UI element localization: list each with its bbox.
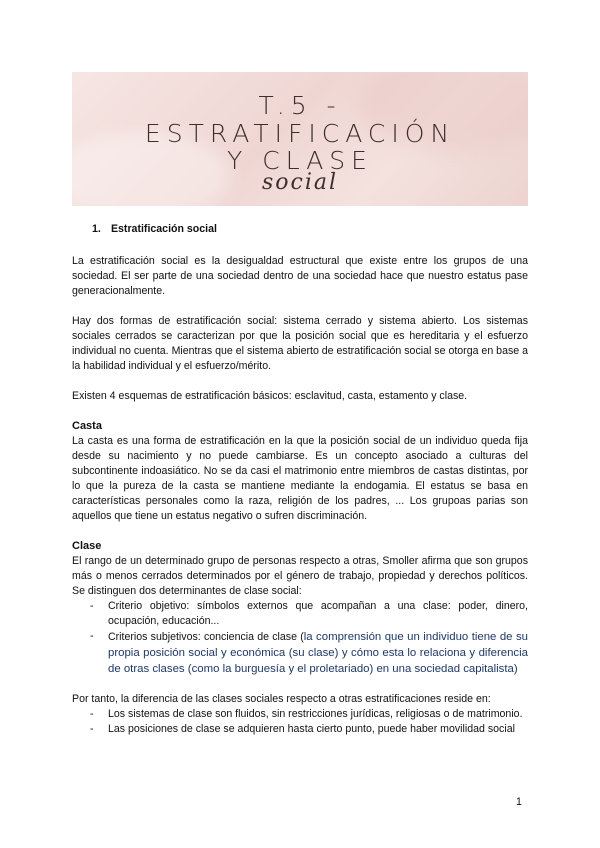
paragraph: La estratificación social es la desigualdad estructural que existe entre los grupos de una sociedad. El ser parte de una sociedad dentro de una sociedad hace que nuestro estatus pase generacionalmente. [72, 255, 528, 297]
section-heading [72, 222, 528, 237]
document-body [72, 222, 528, 752]
section-number: 1. [92, 223, 101, 235]
paragraph-casta: La casta es una forma de estratificación en la que la posición social de un individuo queda fija desde su nacimiento y no puede cambiarse. Es un concepto asociado a culturas del subcontinente indoasiático. No se da casi el matrimonio entre miembros de castas distintas, por lo que la pureza de la casta se mantiene mediante la endogamia. El estatus se basa en características personales como la raza, religión de los padres, ... Los grupoas parias son aquellos que tiene un estatus negativo o sufren discriminación. [72, 435, 528, 522]
list-item: - Las posiciones de clase se adquieren hasta cierto punto, puede haber movilidad social [90, 722, 528, 737]
subheading-clase: Clase [72, 540, 102, 552]
paragraph-clase: El rango de un determinado grupo de personas respecto a otras, Smoller afirma que son grupos más o menos cerrados determinados por el género de trabajo, propiedad y derechos políticos. Se distinguen dos determinantes de clase social: [72, 555, 528, 597]
paragraph-closing: Por tanto, la diferencia de las clases sociales respecto a otras estratificaciones reside en: [72, 693, 491, 705]
list-item: - Criterio objetivo: símbolos externos que acompañan a una clase: poder, dinero, ocupación, educación... [90, 599, 528, 629]
subheading-casta: Casta [72, 420, 102, 432]
list-item [90, 629, 528, 677]
title-banner [72, 72, 528, 206]
banner-title-line-1: T.5 - [258, 91, 342, 120]
banner-script-word: social [261, 170, 339, 195]
highlighted-definition: la comprensión que un individuo tiene de su propia posición social y económica (su clase) y cómo esta lo relaciona y diferencia de otras clases (como la burguesía y el proletariado) en una sociedad capitalista) [108, 631, 528, 675]
paragraph: Existen 4 esquemas de estratificación básicos: esclavitud, casta, estamento y clase. [72, 390, 468, 402]
criteria-list [90, 599, 528, 677]
paragraph: Hay dos formas de estratificación social: sistema cerrado y sistema abierto. Los sistemas sociales cerrados se caracterizan por que la posición social que es hereditaria y el esfuerzo individual no cuenta. Mientras que el sistema abierto de estratificación social se otorga en base a la habilidad individual y el esfuerzo/mérito. [72, 315, 528, 372]
banner-title-line-3: Y CLASE [227, 146, 373, 175]
banner-title-line-2: ESTRATIFICACIÓN [144, 119, 456, 148]
list-item: - Los sistemas de clase son fluidos, sin restricciones jurídicas, religiosas o de matrimonio. [90, 707, 528, 722]
list-item-text: Criterios subjetivos: conciencia de clase ( [108, 631, 304, 643]
differences-list [90, 707, 528, 737]
page-number: 1 [516, 796, 522, 808]
section-title: Estratificación social [110, 223, 217, 235]
